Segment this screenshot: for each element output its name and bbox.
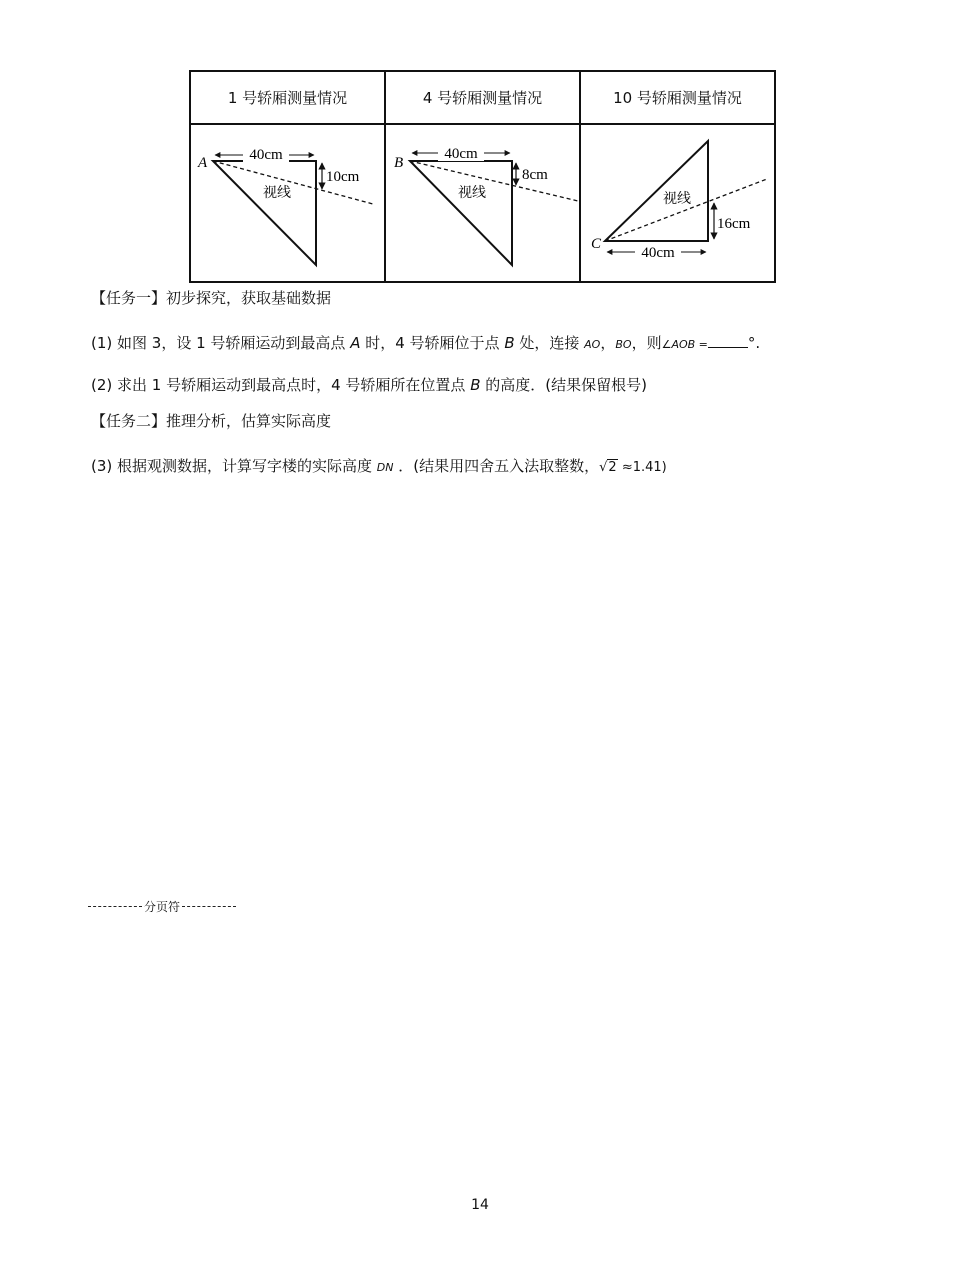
fig1-sightline-label: 视线 — [263, 185, 291, 201]
question-3 — [91, 455, 667, 479]
header-car-4: 4 号轿厢测量情况 — [385, 71, 580, 124]
q1-text-pre: (1) 如图 3，设 1 号轿厢运动到最高点 — [91, 334, 351, 352]
q1-angle: ∠AOB = — [661, 338, 708, 351]
fig3-point-label: C — [591, 236, 602, 252]
fig3-height-label: 16cm — [717, 216, 751, 232]
header-car-10: 10 号轿厢测量情况 — [580, 71, 775, 124]
figure-car-1 — [190, 124, 385, 282]
question-2 — [91, 374, 647, 396]
sqrt-radicand: 2 — [608, 460, 617, 475]
header-car-1: 1 号轿厢测量情况 — [190, 71, 385, 124]
q3-approx: ≈1.41) — [617, 460, 667, 475]
fig1-point-label: A — [198, 155, 208, 171]
fig2-height-label: 8cm — [522, 167, 548, 183]
q1-segment-ao: AO — [584, 338, 601, 351]
page-number: 14 — [471, 1197, 489, 1213]
page-break-dash-left — [88, 906, 142, 907]
measurement-table — [189, 70, 776, 279]
q1-degree: °. — [747, 334, 761, 352]
q3-segment-dn: DN — [376, 461, 394, 474]
q1-comma: ， — [600, 334, 616, 352]
fig3-sightline-label: 视线 — [663, 191, 691, 207]
fig1-height-label: 10cm — [326, 169, 360, 185]
sqrt-2 — [599, 457, 618, 479]
q1-text-mid3: ，则 — [631, 334, 662, 352]
q3-text-pre: (3) 根据观测数据，计算写字楼的实际高度 — [91, 457, 377, 475]
fig3-width-label: 40cm — [641, 245, 675, 261]
fig2-sightline-label: 视线 — [458, 185, 486, 201]
fig2-point-label: B — [394, 155, 404, 171]
task2-title: 【任务二】推理分析，估算实际高度 — [91, 412, 332, 430]
page-break — [86, 898, 238, 915]
q1-text-mid2: 处，连接 — [514, 334, 585, 352]
q2-text-end: 的高度．(结果保留根号) — [480, 376, 647, 394]
task1-title: 【任务一】初步探究，获取基础数据 — [91, 289, 332, 307]
fig2-width-label: 40cm — [444, 146, 478, 162]
sqrt-symbol: √ — [599, 460, 608, 475]
q3-text-mid: ．(结果用四舍五入法取整数， — [393, 457, 600, 475]
q2-text-pre: (2) 求出 1 号轿厢运动到最高点时，4 号轿厢所在位置点 — [91, 376, 471, 394]
q1-segment-bo: BO — [615, 338, 632, 351]
page-break-dash-right — [182, 906, 236, 907]
figure-car-10 — [580, 124, 775, 282]
q1-point-b: B — [504, 334, 515, 352]
figure-car-4 — [385, 124, 580, 282]
page-break-label: 分页符 — [144, 900, 181, 914]
answer-blank[interactable] — [708, 333, 748, 348]
q2-point-b: B — [470, 376, 481, 394]
question-1 — [91, 332, 760, 356]
q1-text-mid1: 时，4 号轿厢位于点 — [360, 334, 505, 352]
q1-point-a: A — [350, 334, 361, 352]
fig1-width-label: 40cm — [249, 147, 283, 163]
